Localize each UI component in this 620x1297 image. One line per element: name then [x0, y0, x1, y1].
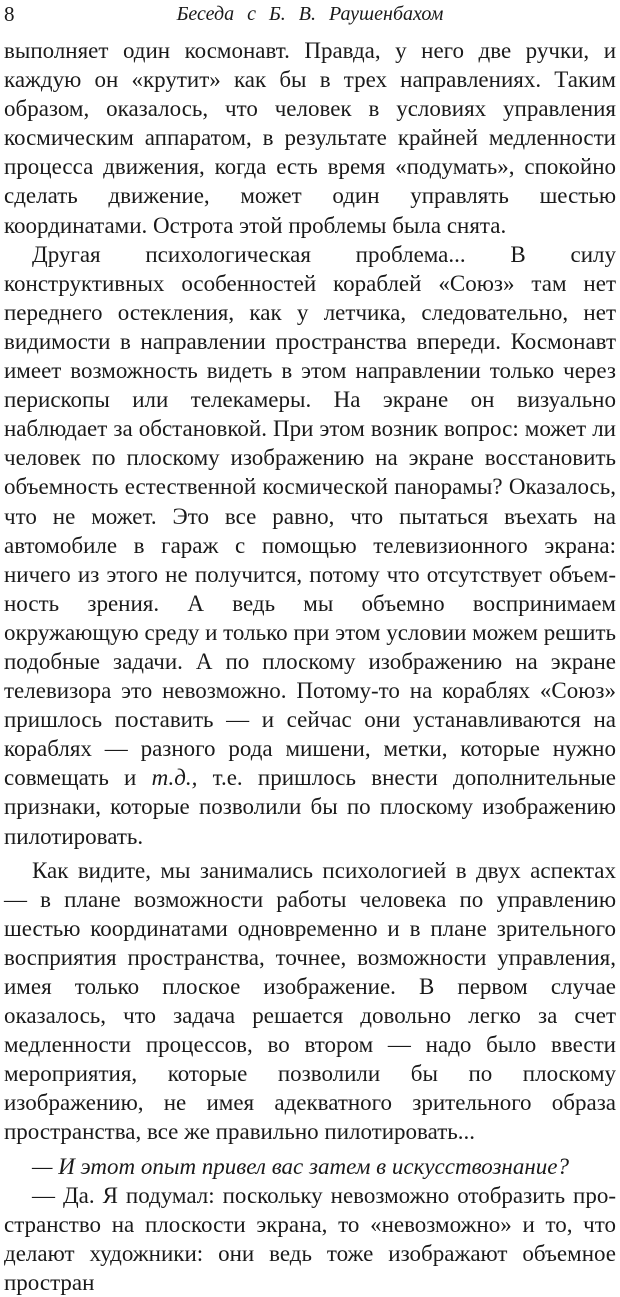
interviewer-question: — И этот опыт привел вас затем в искусствознание? — [32, 1153, 569, 1179]
paragraph: выполняет один космонавт. Правда, у него две ручки, и каждую он «крутит» как бы в трех направлениях. Таким образом, оказалось, что человек в условиях управления космическим аппаратом, в результате крайней медленности процесса движения, когда есть время «подумать», спокойно сделать движение, может один управлять шестью координатами. Острота этой проблемы была снята. — [4, 38, 616, 238]
abbreviation-italic: т.д., — [151, 765, 198, 791]
paragraph: Как видите, мы занимались психологией в двух аспектах — в плане возможности работы человека по управлению шестью координатами одновременно и в плане зрительного восприятия пространства, точнее, возможности управления, имея только плоское изображение. В первом случае оказалось, что задача решается довольно легко за счет медленности процессов, во втором — надо было ввести мероприятия, которые позволили бы по плоскому изображению, не имея адекватного зрительного образа пространства, все же правильно пилотировать... — [4, 857, 616, 1145]
running-head: Беседа с Б. В. Раушенбахом — [176, 3, 444, 25]
body-text — [4, 36, 616, 1297]
paragraph — [4, 240, 616, 851]
page-number: 8 — [4, 2, 15, 26]
page-header — [0, 0, 620, 32]
paragraph-text-tail: т.е. пришлось внести дополнительные признаки, которые позволили бы по плоскому изображению пилотировать. — [4, 765, 616, 849]
paragraph-text: Другая психологическая проблема... В силу конструктивных особенностей кораблей «Союз» там нет переднего остекления, как у летчика, следовательно, нет видимости в направлении пространства впереди. Космонавт имеет возможность видеть в этом направлении только через перископы или телекамеры. На экране он визуально наблюдает за обстановкой. При этом возник вопрос: может ли человек по плоскому изображению на экране восстановить объемность естественной космической панорамы? Оказалось, что не может. Это все равно, что пытаться въехать на автомобиле в гараж с помощью телевизионного экрана: ничего из этого не получится, потому что отсутствует объемность зрения. А ведь мы объемно воспринимаем окружающую среду и только при этом условии можем решить подобные задачи. А по плоскому изображению на экране телевизора это невозможно. Потому-то на кораблях «Союз» пришлось поставить — и сейчас они устанавливаются на кораблях — разного рода мишени, метки, которые нужно совмещать и — [4, 241, 616, 791]
paragraph-answer: — Да. Я подумал: поскольку невозможно отобразить пространство на плоскости экрана, то «невозможно» и то, что делают художники: они ведь тоже изображают объемное простран — [4, 1182, 616, 1295]
